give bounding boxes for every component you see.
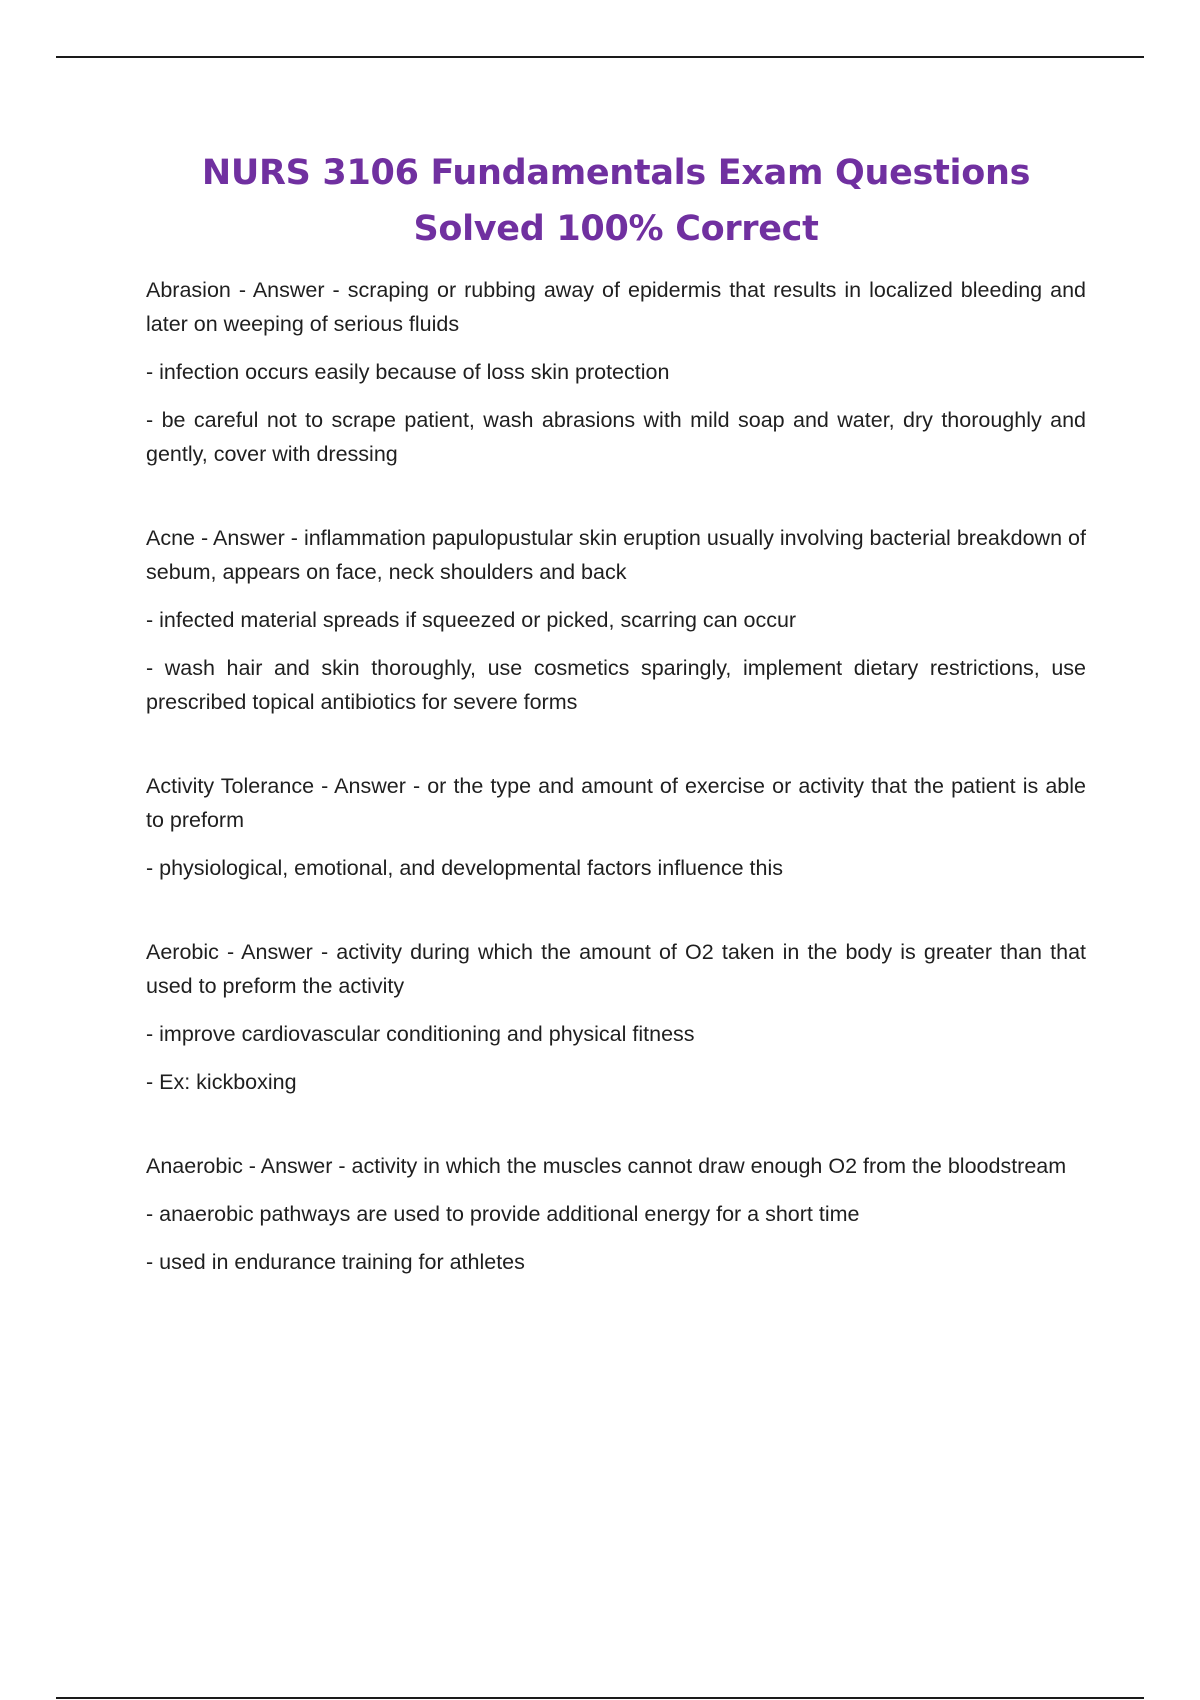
document-page bbox=[146, 145, 1086, 1329]
entry-list bbox=[146, 273, 1086, 1279]
entry-definition: Acne - Answer - inflammation papulopustular skin eruption usually involving bacterial breakdown of sebum, appears on face, neck shoulders and back bbox=[146, 526, 1086, 584]
entry-note: - improve cardiovascular conditioning and physical fitness bbox=[146, 1022, 695, 1046]
document-title: NURS 3106 Fundamentals Exam Questions Solved 100% Correct bbox=[201, 153, 1031, 249]
entry-definition: Aerobic - Answer - activity during which the amount of O2 taken in the body is greater than that used to preform the activity bbox=[146, 940, 1086, 998]
entry-definition: Anaerobic - Answer - activity in which the muscles cannot draw enough O2 from the bloodstream bbox=[146, 1154, 1067, 1178]
entry-definition: Activity Tolerance - Answer - or the type and amount of exercise or activity that the patient is able to preform bbox=[146, 774, 1086, 832]
bottom-rule bbox=[56, 1697, 1144, 1699]
entry-abrasion bbox=[146, 273, 1086, 471]
entry-note: - Ex: kickboxing bbox=[146, 1070, 297, 1094]
entry-aerobic bbox=[146, 935, 1086, 1099]
entry-note: - infection occurs easily because of loss skin protection bbox=[146, 360, 670, 384]
entry-definition: Abrasion - Answer - scraping or rubbing away of epidermis that results in localized bleeding and later on weeping of serious fluids bbox=[146, 278, 1086, 336]
entry-note: - used in endurance training for athletes bbox=[146, 1250, 525, 1274]
entry-note: - physiological, emotional, and developmental factors influence this bbox=[146, 856, 784, 880]
entry-note: - be careful not to scrape patient, wash abrasions with mild soap and water, dry thoroughly and gently, cover with dressing bbox=[146, 408, 1086, 466]
top-rule bbox=[56, 56, 1144, 58]
entry-activity-tolerance bbox=[146, 769, 1086, 885]
entry-acne bbox=[146, 521, 1086, 719]
entry-anaerobic bbox=[146, 1149, 1086, 1279]
entry-note: - infected material spreads if squeezed or picked, scarring can occur bbox=[146, 608, 797, 632]
entry-note: - anaerobic pathways are used to provide additional energy for a short time bbox=[146, 1202, 860, 1226]
entry-note: - wash hair and skin thoroughly, use cosmetics sparingly, implement dietary restrictions, use prescribed topical antibiotics for severe forms bbox=[146, 656, 1086, 714]
